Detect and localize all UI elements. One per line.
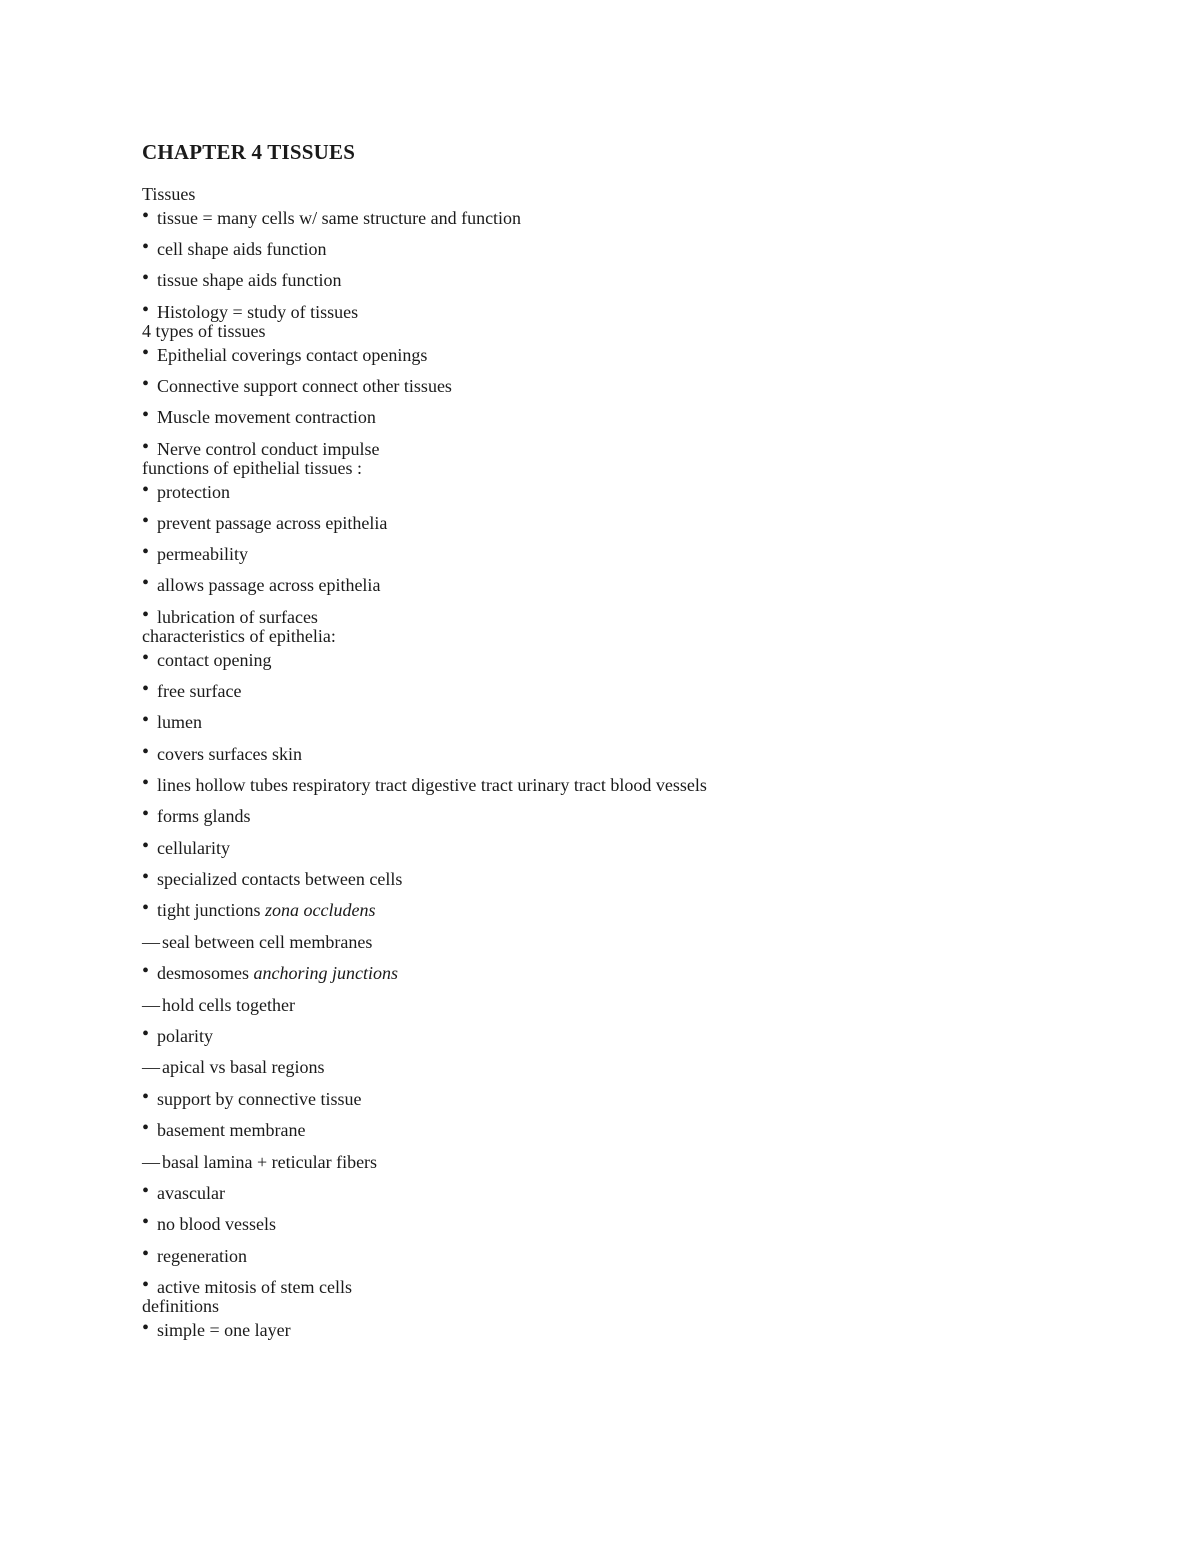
item-text — [157, 1319, 291, 1341]
bullet-list-item — [142, 832, 1122, 863]
item-text — [162, 931, 372, 953]
item-text-plain: lubrication of surfaces — [157, 606, 318, 627]
bullet-marker: • — [142, 341, 150, 364]
dash-marker: — — [142, 931, 160, 952]
item-text-plain: contact opening — [157, 649, 272, 670]
item-text — [157, 207, 521, 229]
bullet-list-item — [142, 233, 1122, 264]
item-text — [157, 868, 402, 890]
bullet-marker: • — [142, 404, 150, 427]
item-text — [157, 344, 427, 366]
bullet-list-item — [142, 538, 1122, 569]
bullet-marker: • — [142, 509, 150, 532]
item-text-plain: tissue shape aids function — [157, 270, 342, 291]
bullet-marker: • — [142, 1023, 150, 1046]
dash-marker: — — [142, 994, 160, 1015]
item-text-plain: Histology = study of tissues — [157, 301, 359, 322]
bullet-list-item — [142, 1177, 1122, 1208]
item-text-plain: no blood vessels — [157, 1214, 276, 1235]
item-text-plain: forms glands — [157, 806, 251, 827]
item-text — [157, 406, 376, 428]
item-text-plain: Connective support connect other tissues — [157, 375, 452, 396]
item-text-plain: support by connective tissue — [157, 1088, 362, 1109]
bullet-list-item — [142, 800, 1122, 831]
section — [142, 183, 1122, 320]
bullet-list-item — [142, 769, 1122, 800]
bullet-marker: • — [142, 897, 150, 920]
item-text-plain: avascular — [157, 1182, 225, 1203]
item-text-plain: lines hollow tubes respiratory tract digestive tract urinary tract blood vessels — [157, 774, 707, 795]
item-text-plain: tissue = many cells w/ same structure and function — [157, 208, 522, 228]
bullet-list-item — [142, 1083, 1122, 1114]
bullet-list-item — [142, 601, 1122, 625]
item-text-plain: desmosomes — [157, 963, 254, 984]
item-text-plain: apical vs basal regions — [162, 1057, 325, 1078]
bullet-marker: • — [142, 298, 150, 321]
section-heading: definitions — [142, 1296, 219, 1317]
bullet-list-item — [142, 207, 1122, 233]
item-text — [157, 512, 387, 534]
item-text-plain: specialized contacts between cells — [157, 869, 403, 890]
bullet-list-item — [142, 264, 1122, 295]
bullet-list-item — [142, 296, 1122, 320]
section — [142, 320, 1122, 457]
bullet-marker: • — [142, 960, 150, 983]
bullet-list-item — [142, 370, 1122, 401]
item-text — [162, 1151, 377, 1173]
item-text-plain: active mitosis of stem cells — [157, 1277, 352, 1298]
bullet-list-item — [142, 1271, 1122, 1298]
item-text-italic: zona occludens — [265, 900, 376, 921]
dash-marker: — — [142, 1151, 160, 1172]
bullet-list-item — [142, 1240, 1122, 1271]
dash-marker: — — [142, 1057, 160, 1078]
bullet-marker: • — [142, 1117, 150, 1140]
bullet-list-item — [142, 401, 1122, 432]
bullet-marker: • — [142, 677, 150, 700]
item-text-plain: basement membrane — [157, 1120, 306, 1141]
item-text-plain: cellularity — [157, 837, 230, 858]
item-text-plain: regeneration — [157, 1245, 247, 1266]
bullet-marker: • — [142, 572, 150, 595]
bullet-marker: • — [142, 267, 150, 290]
item-text-plain: seal between cell membranes — [162, 931, 373, 952]
item-text-plain: simple = one layer — [157, 1320, 291, 1341]
bullet-marker: • — [142, 646, 150, 669]
item-text-plain: protection — [157, 481, 230, 502]
item-text-plain: lumen — [157, 712, 202, 733]
item-text — [162, 1056, 324, 1078]
document-body — [142, 139, 1122, 1343]
bullet-list-item — [142, 507, 1122, 538]
bullet-list-item — [142, 478, 1122, 507]
item-text — [157, 743, 302, 765]
bullet-list-item — [142, 1020, 1122, 1051]
item-text-plain: free surface — [157, 680, 242, 701]
bullet-marker: • — [142, 478, 150, 501]
item-text-plain: basal lamina + reticular fibers — [162, 1151, 378, 1172]
bullet-list-item — [142, 433, 1122, 457]
bullet-list-item — [142, 706, 1122, 737]
bullet-marker: • — [142, 603, 150, 626]
bullet-list-item — [142, 894, 1122, 925]
item-text — [157, 899, 375, 921]
bullet-marker: • — [142, 1242, 150, 1265]
bullet-marker: • — [142, 1274, 150, 1297]
item-text — [157, 805, 251, 827]
bullet-list-item — [142, 675, 1122, 706]
item-text — [157, 269, 341, 291]
bullet-marker: • — [142, 771, 150, 794]
bullet-list-item — [142, 863, 1122, 894]
bullet-marker: • — [142, 740, 150, 763]
item-text — [157, 238, 326, 260]
chapter-title: CHAPTER 4 TISSUES — [142, 140, 356, 164]
item-text — [157, 1025, 213, 1047]
item-text-plain: permeability — [157, 543, 248, 564]
bullet-marker: • — [142, 866, 150, 889]
item-text-plain: hold cells together — [162, 994, 295, 1015]
item-text-plain: prevent passage across epithelia — [157, 512, 388, 533]
item-text-plain: tight junctions — [157, 900, 265, 921]
item-text — [157, 680, 241, 702]
bullet-marker: • — [142, 709, 150, 732]
item-text — [157, 543, 248, 565]
section-heading: characteristics of epithelia: — [142, 625, 336, 646]
item-text-plain: Epithelial coverings contact openings — [157, 344, 428, 365]
bullet-marker: • — [142, 540, 150, 563]
item-text — [162, 994, 295, 1016]
sub-list-item — [142, 989, 1122, 1020]
item-text-plain: polarity — [157, 1026, 213, 1047]
item-text — [157, 774, 707, 796]
bullet-marker: • — [142, 803, 150, 826]
item-text-plain: Nerve control conduct impulse — [157, 438, 380, 459]
sub-list-item — [142, 1051, 1122, 1082]
bullet-marker: • — [142, 372, 150, 395]
bullet-list-item — [142, 1208, 1122, 1239]
item-text — [157, 481, 230, 503]
bullet-marker: • — [142, 1317, 150, 1340]
bullet-marker: • — [142, 435, 150, 458]
bullet-marker: • — [142, 834, 150, 857]
bullet-marker: • — [142, 1085, 150, 1108]
bullet-list-item — [142, 341, 1122, 370]
item-text-plain: cell shape aids function — [157, 239, 327, 259]
sub-list-item — [142, 1146, 1122, 1177]
item-text-plain: allows passage across epithelia — [157, 575, 381, 596]
bullet-list-item — [142, 1114, 1122, 1145]
item-text — [157, 1245, 247, 1267]
section — [142, 457, 1122, 625]
bullet-marker: • — [142, 1179, 150, 1202]
item-text — [157, 1213, 276, 1235]
item-text — [157, 711, 202, 733]
bullet-list-item — [142, 738, 1122, 769]
item-text-italic: anchoring junctions — [253, 963, 398, 984]
item-text-plain: Muscle movement contraction — [157, 407, 376, 428]
section-heading: functions of epithelial tissues : — [142, 457, 362, 478]
bullet-marker: • — [142, 205, 150, 227]
bullet-list-item — [142, 569, 1122, 600]
item-text — [157, 837, 230, 859]
section — [142, 625, 1122, 1298]
section-heading: Tissues — [142, 184, 196, 204]
sections-container — [142, 183, 1122, 1343]
item-text — [157, 962, 398, 984]
bullet-marker: • — [142, 236, 150, 258]
section — [142, 1295, 1122, 1343]
item-text — [157, 1182, 225, 1204]
section-heading: 4 types of tissues — [142, 320, 266, 341]
bullet-marker: • — [142, 1211, 150, 1234]
item-text — [157, 649, 271, 671]
item-text-plain: covers surfaces skin — [157, 743, 302, 764]
item-text — [157, 1119, 305, 1141]
bullet-list-item — [142, 1319, 1122, 1343]
item-text — [157, 375, 452, 397]
bullet-list-item — [142, 646, 1122, 675]
sub-list-item — [142, 926, 1122, 957]
item-text — [157, 1088, 361, 1110]
bullet-list-item — [142, 957, 1122, 988]
item-text — [157, 574, 380, 596]
